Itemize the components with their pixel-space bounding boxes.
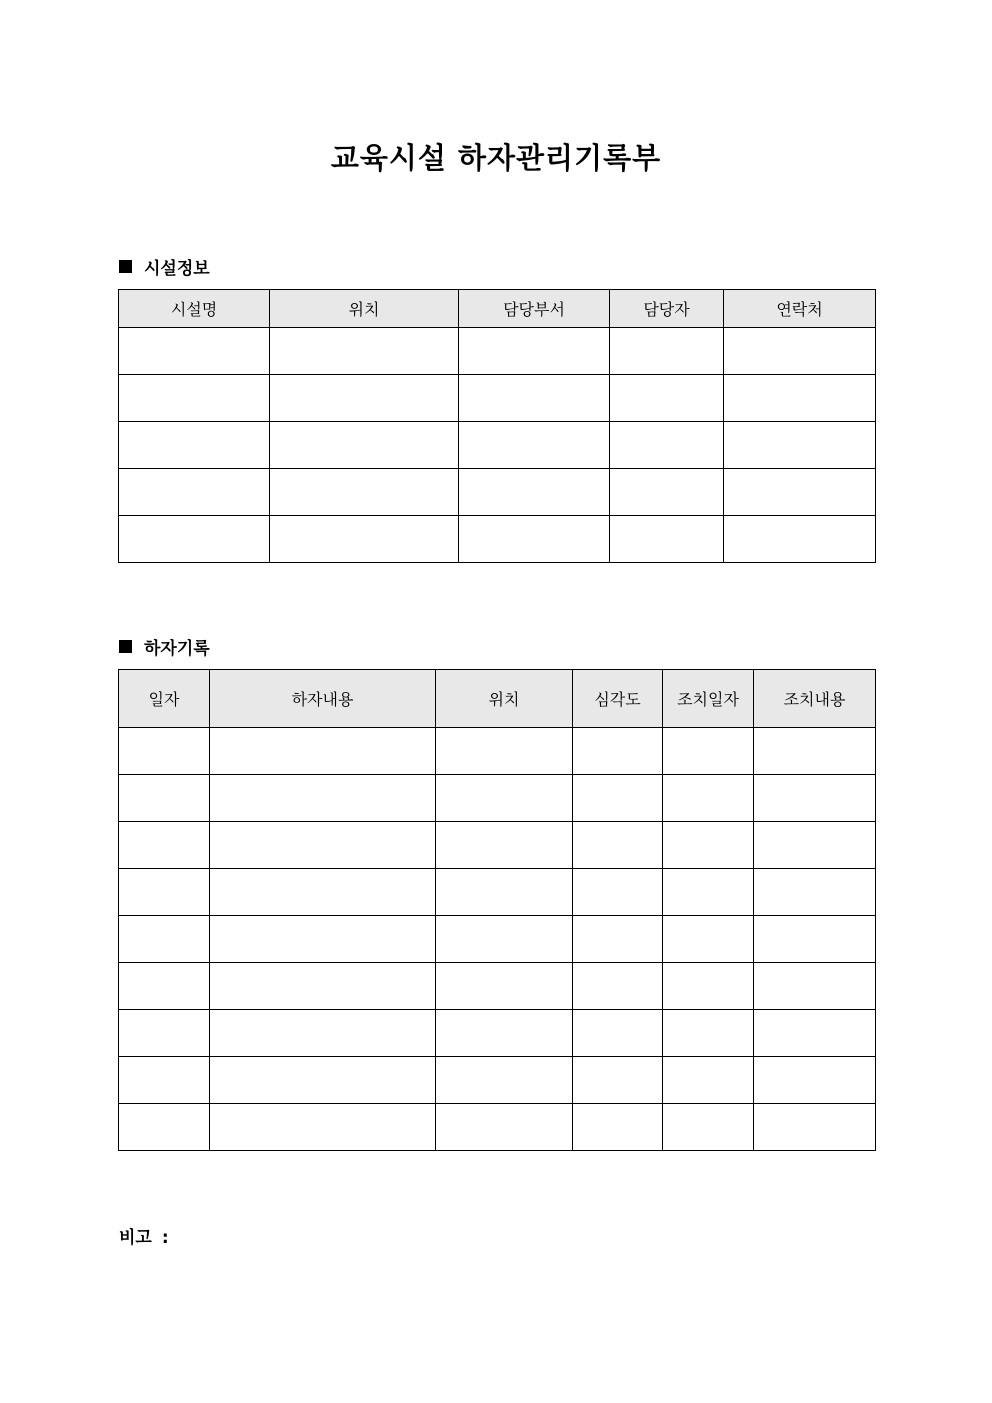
table-cell[interactable] — [210, 916, 436, 963]
table-cell[interactable] — [754, 822, 876, 869]
table-row — [119, 422, 876, 469]
table-cell[interactable] — [270, 469, 459, 516]
table-row — [119, 916, 876, 963]
facility-header-row — [119, 290, 876, 328]
table-cell[interactable] — [210, 1057, 436, 1104]
table-cell[interactable] — [270, 422, 459, 469]
column-header-action-date: 조치일자 — [663, 670, 754, 728]
defect-header-row — [119, 670, 876, 728]
facility-info-heading-label: 시설정보 — [144, 259, 210, 279]
table-cell[interactable] — [724, 422, 876, 469]
table-cell[interactable] — [436, 728, 573, 775]
table-cell[interactable] — [573, 869, 663, 916]
table-cell[interactable] — [573, 916, 663, 963]
table-cell[interactable] — [270, 328, 459, 375]
table-cell[interactable] — [436, 822, 573, 869]
table-cell[interactable] — [119, 1104, 210, 1151]
table-row — [119, 1057, 876, 1104]
table-row — [119, 1010, 876, 1057]
table-cell[interactable] — [754, 963, 876, 1010]
table-cell[interactable] — [610, 469, 724, 516]
table-cell[interactable] — [459, 328, 610, 375]
table-cell[interactable] — [119, 728, 210, 775]
defect-record-heading-label: 하자기록 — [144, 639, 210, 659]
defect-record-heading — [119, 634, 210, 659]
table-cell[interactable] — [119, 963, 210, 1010]
table-cell[interactable] — [754, 916, 876, 963]
table-cell[interactable] — [663, 1057, 754, 1104]
table-row — [119, 963, 876, 1010]
table-cell[interactable] — [270, 375, 459, 422]
table-cell[interactable] — [119, 516, 270, 563]
table-row — [119, 775, 876, 822]
table-cell[interactable] — [754, 1104, 876, 1151]
square-bullet-icon — [119, 260, 132, 273]
table-cell[interactable] — [459, 516, 610, 563]
table-cell[interactable] — [436, 963, 573, 1010]
table-cell[interactable] — [754, 1010, 876, 1057]
table-cell[interactable] — [210, 775, 436, 822]
table-cell[interactable] — [436, 775, 573, 822]
table-cell[interactable] — [663, 869, 754, 916]
table-cell[interactable] — [210, 963, 436, 1010]
table-row — [119, 1104, 876, 1151]
table-cell[interactable] — [119, 328, 270, 375]
table-cell[interactable] — [663, 963, 754, 1010]
table-cell[interactable] — [573, 1057, 663, 1104]
table-cell[interactable] — [754, 775, 876, 822]
table-cell[interactable] — [436, 1010, 573, 1057]
table-cell[interactable] — [436, 1104, 573, 1151]
table-cell[interactable] — [210, 869, 436, 916]
table-cell[interactable] — [436, 869, 573, 916]
table-row — [119, 328, 876, 375]
table-cell[interactable] — [119, 869, 210, 916]
table-cell[interactable] — [459, 375, 610, 422]
column-header-date: 일자 — [119, 670, 210, 728]
table-cell[interactable] — [573, 963, 663, 1010]
table-row — [119, 822, 876, 869]
remarks — [119, 1223, 169, 1248]
table-cell[interactable] — [610, 516, 724, 563]
table-cell[interactable] — [610, 328, 724, 375]
table-cell[interactable] — [436, 916, 573, 963]
table-cell[interactable] — [663, 728, 754, 775]
table-cell[interactable] — [754, 869, 876, 916]
column-header-location: 위치 — [270, 290, 459, 328]
table-cell[interactable] — [663, 1104, 754, 1151]
table-cell[interactable] — [119, 469, 270, 516]
table-cell[interactable] — [724, 516, 876, 563]
column-header-defect-content: 하자내용 — [210, 670, 436, 728]
table-cell[interactable] — [210, 822, 436, 869]
table-cell[interactable] — [436, 1057, 573, 1104]
table-cell[interactable] — [754, 728, 876, 775]
table-row — [119, 375, 876, 422]
column-header-location: 위치 — [436, 670, 573, 728]
table-cell[interactable] — [119, 1010, 210, 1057]
table-cell[interactable] — [119, 375, 270, 422]
square-bullet-icon — [119, 640, 132, 653]
table-row — [119, 869, 876, 916]
table-cell[interactable] — [210, 728, 436, 775]
table-cell[interactable] — [573, 775, 663, 822]
table-cell[interactable] — [459, 422, 610, 469]
table-cell[interactable] — [119, 1057, 210, 1104]
table-cell[interactable] — [459, 469, 610, 516]
table-cell[interactable] — [573, 1104, 663, 1151]
column-header-department: 담당부서 — [459, 290, 610, 328]
table-cell[interactable] — [663, 916, 754, 963]
table-cell[interactable] — [573, 822, 663, 869]
table-cell[interactable] — [610, 422, 724, 469]
defect-record-table — [118, 669, 876, 1151]
table-cell[interactable] — [119, 422, 270, 469]
table-cell[interactable] — [663, 1010, 754, 1057]
table-cell[interactable] — [724, 375, 876, 422]
table-cell[interactable] — [663, 775, 754, 822]
page-title: 교육시설 하자관리기록부 — [330, 141, 662, 175]
table-cell[interactable] — [754, 1057, 876, 1104]
column-header-manager: 담당자 — [610, 290, 724, 328]
facility-info-heading — [119, 254, 210, 279]
table-cell[interactable] — [573, 1010, 663, 1057]
table-cell[interactable] — [210, 1010, 436, 1057]
table-cell[interactable] — [119, 822, 210, 869]
column-header-facility-name: 시설명 — [119, 290, 270, 328]
remarks-label: 비고 — [119, 1228, 152, 1248]
table-row — [119, 469, 876, 516]
table-cell[interactable] — [724, 469, 876, 516]
remarks-separator: : — [161, 1228, 169, 1248]
column-header-severity: 심각도 — [573, 670, 663, 728]
table-cell[interactable] — [210, 1104, 436, 1151]
table-cell[interactable] — [119, 916, 210, 963]
table-cell[interactable] — [119, 775, 210, 822]
table-cell[interactable] — [724, 328, 876, 375]
table-cell[interactable] — [573, 728, 663, 775]
table-row — [119, 516, 876, 563]
table-cell[interactable] — [270, 516, 459, 563]
column-header-action-content: 조치내용 — [754, 670, 876, 728]
table-cell[interactable] — [610, 375, 724, 422]
table-row — [119, 728, 876, 775]
column-header-contact: 연락처 — [724, 290, 876, 328]
facility-info-table — [118, 289, 876, 563]
table-cell[interactable] — [663, 822, 754, 869]
